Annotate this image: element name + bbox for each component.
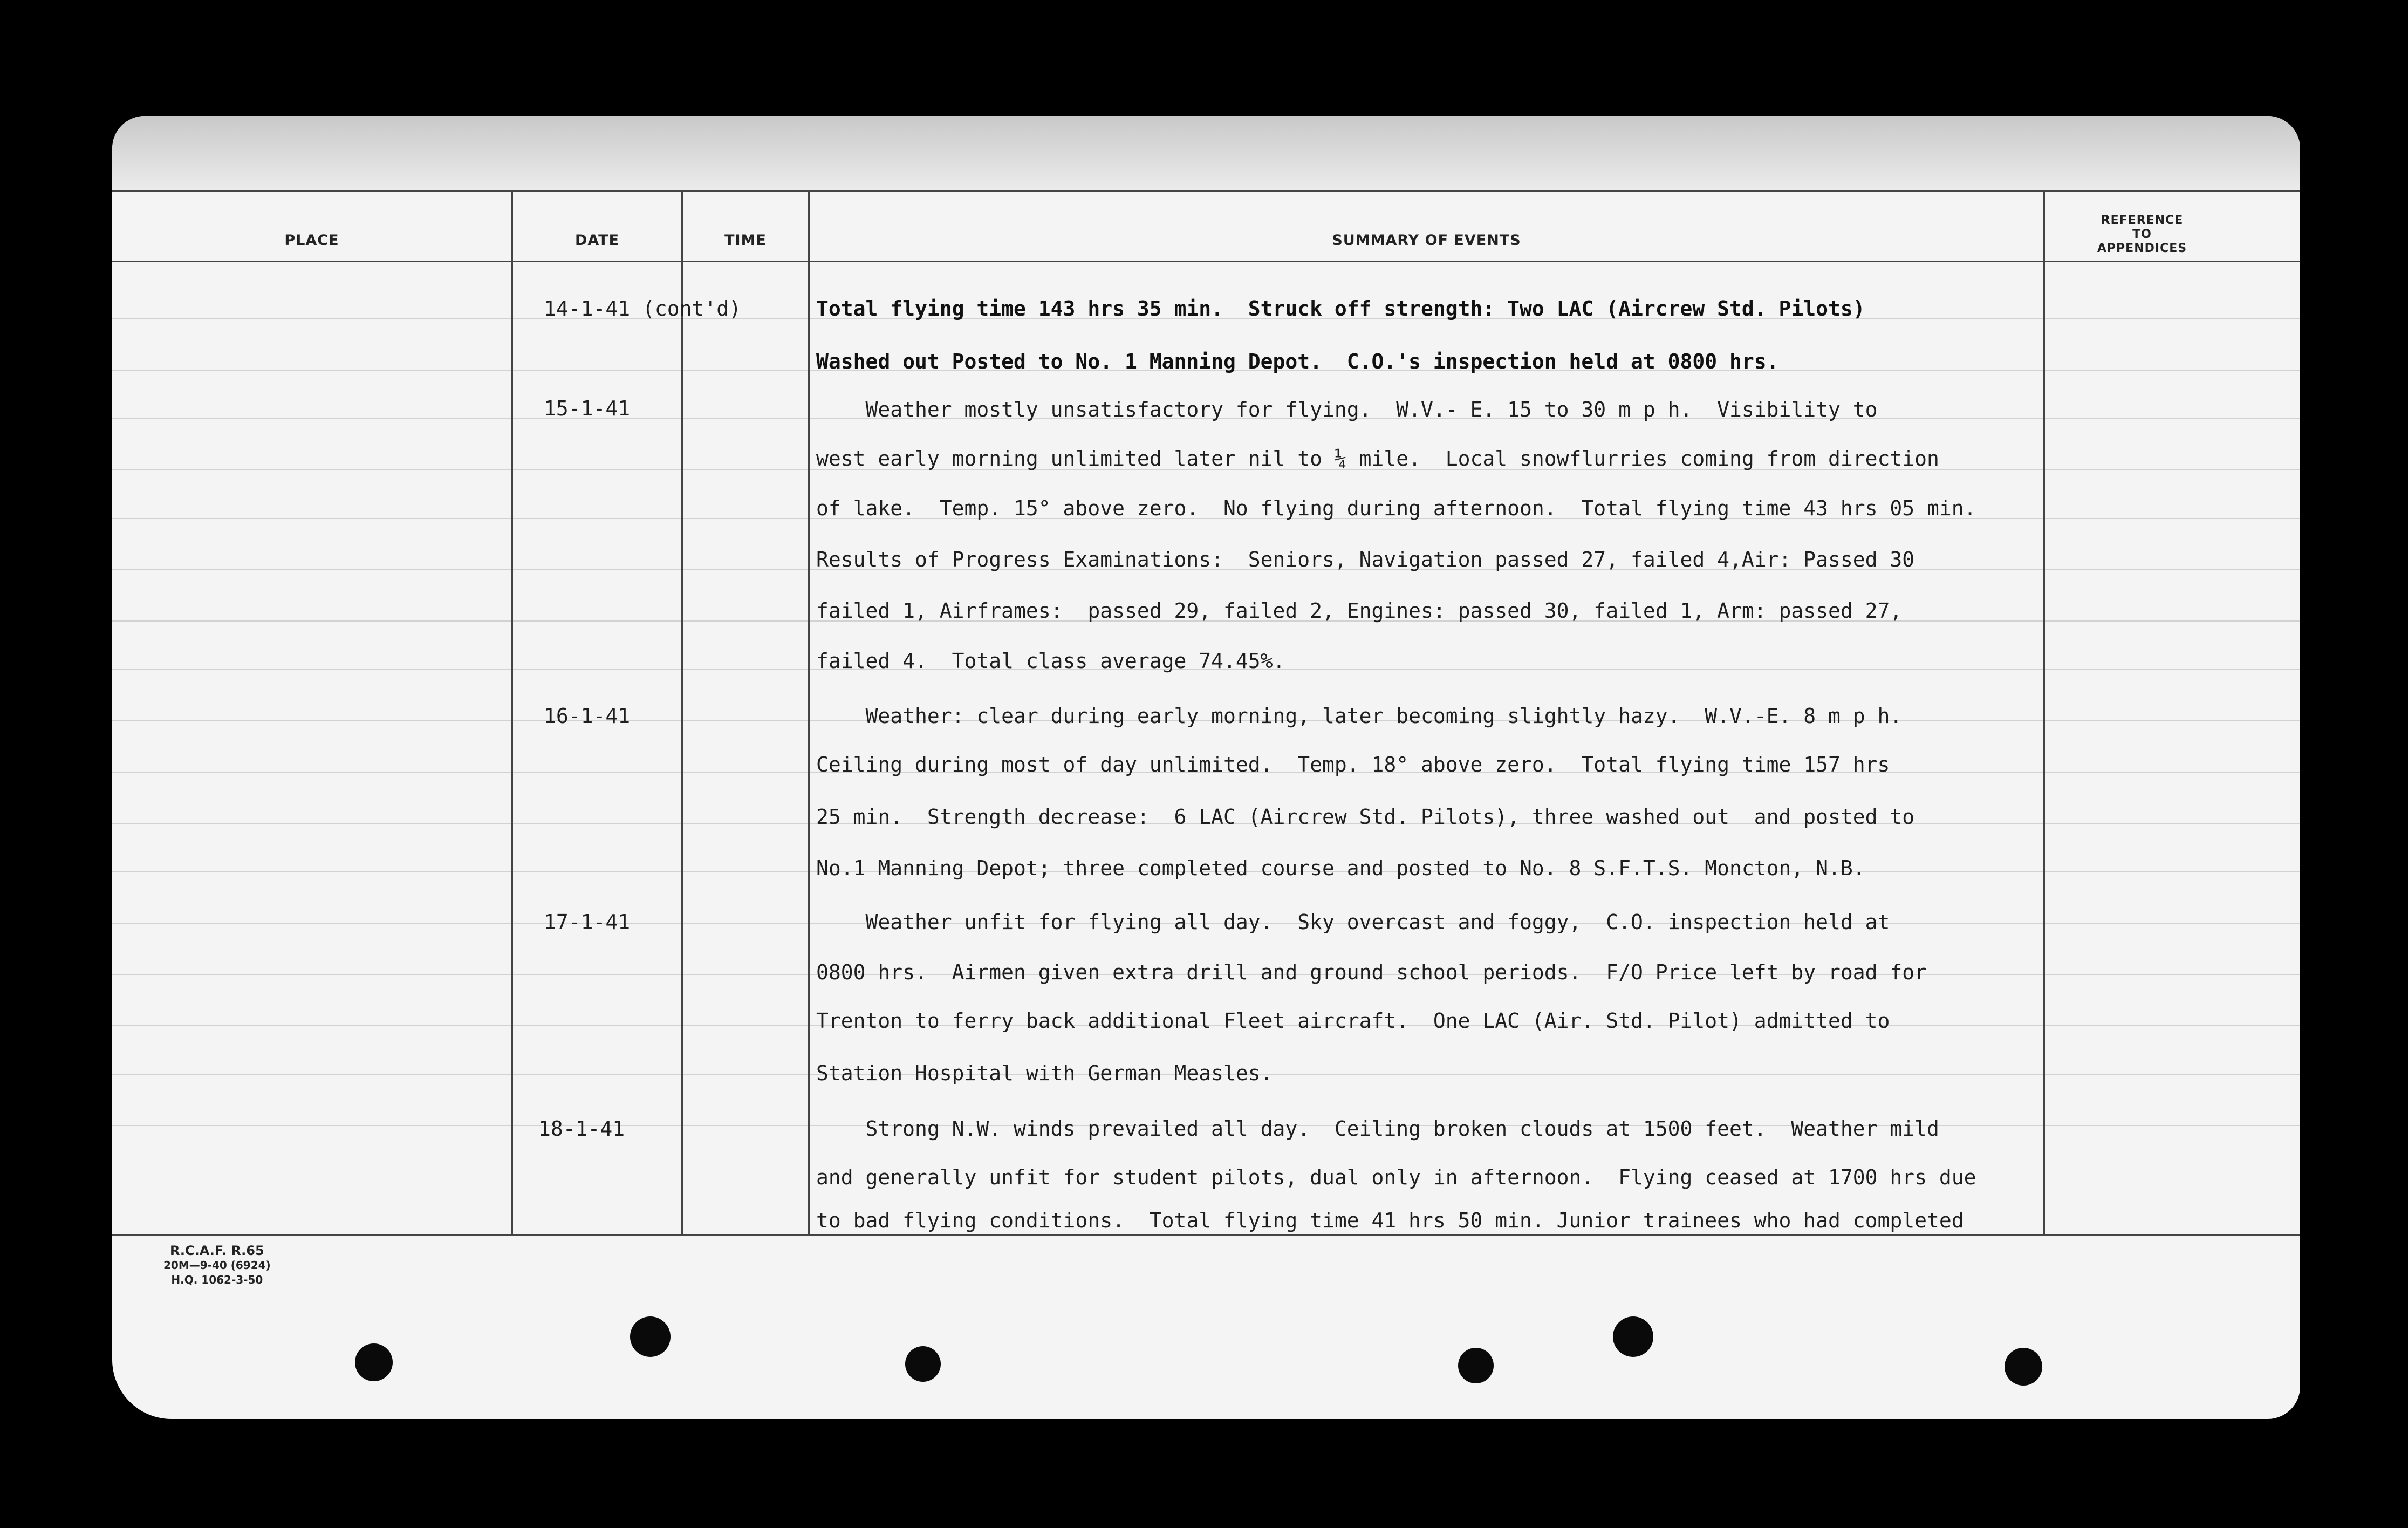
summary-line: Results of Progress Examinations: Seniors, Navigation passed 27, failed 4,Air: Passed 30 [816,548,1915,571]
binder-hole [630,1316,671,1357]
col-divider-place [511,190,513,1234]
col-divider-date [681,190,683,1234]
summary-line: Weather mostly unsatisfactory for flying. W.V.- E. 15 to 30 m p h. Visibility to [816,398,1878,421]
summary-line: Station Hospital with German Measles. [816,1061,1273,1085]
print-code: 20M—9-40 (6924) [163,1259,271,1272]
summary-line: Ceiling during most of day unlimited. Temp. 18° above zero. Total flying time 157 hrs [816,753,1890,776]
summary-line: Weather unfit for flying all day. Sky overcast and foggy, C.O. inspection held at [816,910,1890,934]
summary-line: 0800 hrs. Airmen given extra drill and ground school periods. F/O Price left by road for [816,960,1927,984]
binder-hole [355,1343,393,1381]
header-reference-line2: TO [2132,228,2152,241]
entry-date: 14-1-41 (cont'd) [544,297,742,320]
entry-date: 15-1-41 [544,397,631,420]
header-top-rule [112,190,2300,192]
summary-line: No.1 Manning Depot; three completed course and posted to No. 8 S.F.T.S. Moncton, N.B. [816,856,1865,880]
header-reference [2045,202,2239,267]
summary-line: Total flying time 143 hrs 35 min. Struck off strength: Two LAC (Aircrew Std. Pilots) [816,297,1865,320]
summary-line: failed 1, Airframes: passed 29, failed 2, Engines: passed 30, failed 1, Arm: passed 27, [816,599,1903,623]
header-summary: SUMMARY OF EVENTS [1332,231,1521,249]
summary-line: of lake. Temp. 15° above zero. No flying during afternoon. Total flying time 43 hrs 05 min. [816,496,1976,520]
summary-line: 25 min. Strength decrease: 6 LAC (Aircrew Std. Pilots), three washed out and posted to [816,805,1915,829]
header-date: DATE [574,231,620,249]
entry-date: 17-1-41 [544,910,631,934]
summary-line: Strong N.W. winds prevailed all day. Ceiling broken clouds at 1500 feet. Weather mild [816,1117,1939,1141]
header-time: TIME [724,231,767,249]
summary-line: west early morning unlimited later nil to ¼ mile. Local snowflurries coming from direction [816,447,1939,470]
col-divider-time [808,190,810,1234]
col-divider-summary [2043,190,2045,1234]
summary-line: and generally unfit for student pilots, dual only in afternoon. Flying ceased at 1700 hrs due [816,1165,1976,1189]
entry-date: 16-1-41 [544,704,631,728]
header-place: PLACE [284,231,339,249]
binder-hole [1458,1348,1494,1383]
form-number: R.C.A.F. R.65 [170,1243,264,1258]
header-reference-line3: APPENDICES [2097,242,2187,255]
summary-line: Trenton to ferry back additional Fleet aircraft. One LAC (Air. Std. Pilot) admitted to [816,1009,1890,1033]
form-footer [163,1244,271,1287]
binder-hole [1613,1316,1653,1357]
diary-page [112,116,2300,1419]
binder-hole [2005,1348,2042,1386]
summary-line: failed 4. Total class average 74.45%. [816,649,1285,673]
header-reference-line1: REFERENCE [2101,214,2184,227]
entry-date: 18-1-41 [538,1117,625,1141]
summary-line: Washed out Posted to No. 1 Manning Depot. C.O.'s inspection held at 0800 hrs. [816,350,1779,373]
binder-hole [905,1346,941,1382]
table-bottom-rule [112,1234,2300,1236]
summary-line: to bad flying conditions. Total flying time 41 hrs 50 min. Junior trainees who had completed [816,1209,1964,1232]
hq-code: H.Q. 1062-3-50 [171,1273,263,1286]
summary-line: Weather: clear during early morning, later becoming slightly hazy. W.V.-E. 8 m p h. [816,704,1903,728]
